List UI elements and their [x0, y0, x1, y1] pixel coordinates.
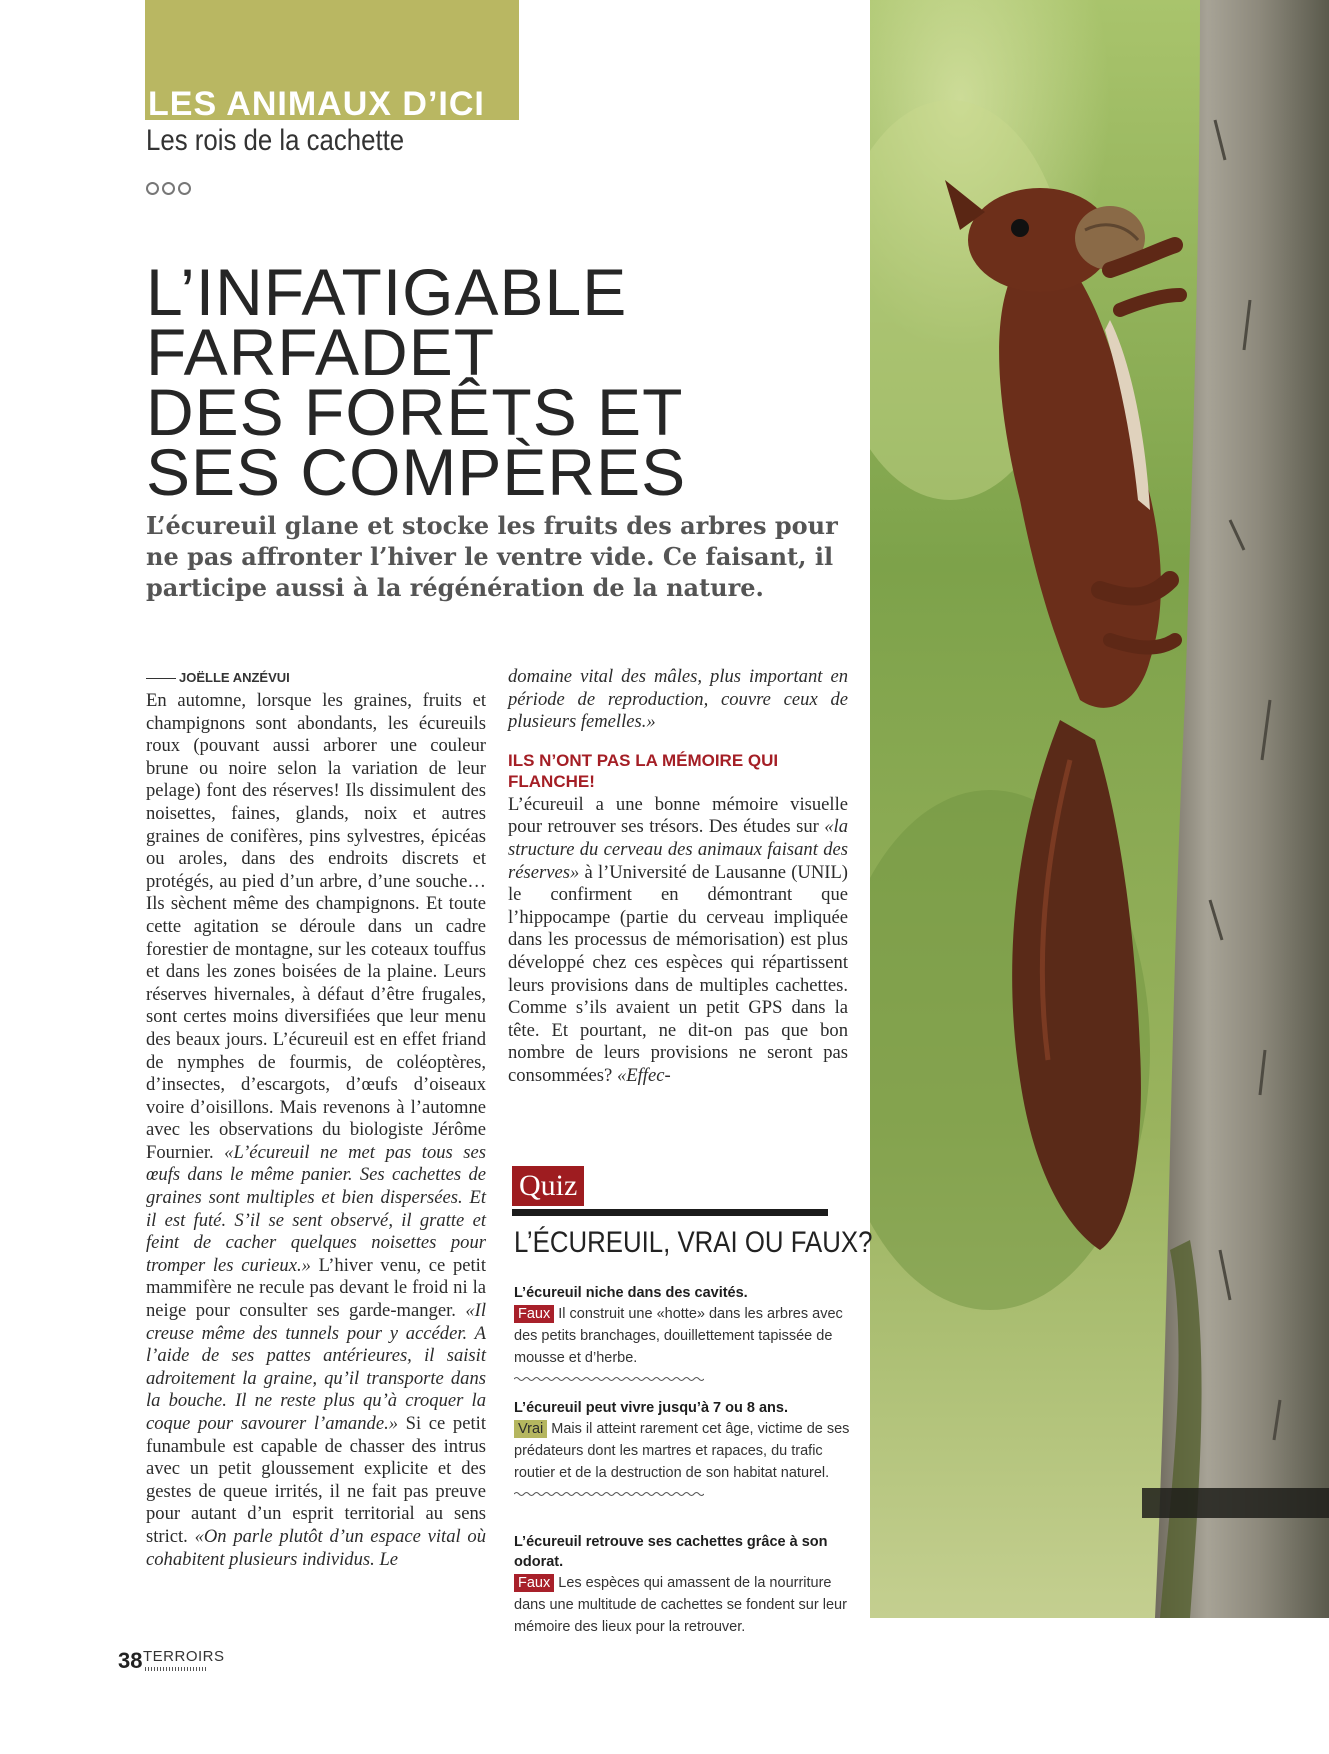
quiz-question: L’écureuil niche dans des cavités. — [514, 1285, 748, 1301]
headline-line: FARFADET — [146, 315, 496, 389]
headline-line: L’INFATIGABLE — [146, 255, 628, 329]
quiz-item — [514, 1398, 864, 1502]
quote: «L’écureuil ne met pas tous ses œufs dans le même panier. Ses cachettes de graines sont multiples et bien dispersées. Et il est futé. S’il se sent observé, il gratte et feint de cacher quelques noisettes pour tromper les curieux.» — [146, 1141, 487, 1276]
body-text: Si ce petit funambule est capable de chasser des intrus avec un petit gloussement explicite et des gestes de queue irrités, il ne fait pas preuve pour autant d’un esprit territorial au sens strict. — [146, 1413, 486, 1547]
body-text: à l’Université de Lausanne (UNIL) le confirment en démontrant que l’hippocampe (partie du cerveau impliquée dans les processus de mémorisation) est plus développé chez ces espèces qui répartissent leurs provisions dans de multiples cachettes. Comme s’ils avaient un petit GPS dans la tête. Et pourtant, ne dit-on pas que bon nombre de leurs provisions ne seront pas consommées? — [508, 861, 848, 1086]
quiz-question: L’écureuil peut vivre jusqu’à 7 ou 8 ans. — [514, 1400, 788, 1416]
quiz-title: L’ÉCUREUIL, VRAI OU FAUX? — [514, 1226, 873, 1259]
ornament-dots-icon — [146, 182, 191, 195]
section-subkicker: Les rois de la cachette — [146, 124, 405, 157]
magazine-name: TERROIRS — [143, 1648, 225, 1665]
headline-line: DES FORÊTS ET — [146, 375, 684, 449]
body-text: L’hiver venu, ce petit mammifère ne recule pas devant le froid ni la neige pour consulter ses garde-manger. — [146, 1254, 486, 1322]
headline-line: SES COMPÈRES — [146, 435, 687, 509]
wavy-divider-icon — [514, 1491, 704, 1497]
body-text: L’écureuil a une bonne mémoire visuelle pour retrouver ses trésors. Des études sur — [508, 793, 848, 838]
article-column-1 — [146, 690, 486, 1571]
quiz-item — [514, 1283, 864, 1387]
verdict-badge: Faux — [514, 1574, 554, 1592]
article-subhead: ILS N’ONT PAS LA MÉMOIRE QUI FLANCHE! — [508, 750, 779, 791]
article-column-2 — [508, 666, 848, 1088]
author-name: JOËLLE ANZÉVUI — [179, 670, 290, 685]
quote: «Effec- — [616, 1064, 671, 1086]
quiz-answer: Il construit une «hotte» dans les arbres avec des petits branchages, douillettement tapissée de mousse et d’herbe. — [514, 1306, 843, 1366]
quiz-tag: Quiz — [512, 1166, 584, 1206]
quote: «On parle plutôt d’un espace vital où cohabitent plusieurs individus. Le — [146, 1525, 486, 1570]
footer-rule — [145, 1667, 207, 1671]
quote: domaine vital des mâles, plus important en période de reproduction, couvre ceux de plusieurs femelles.» — [508, 666, 848, 733]
standfirst: L’écureuil glane et stocke les fruits des arbres pour ne pas affronter l’hiver le ventre vide. Ce faisant, il participe aussi à la régénération de la nature. — [146, 511, 838, 602]
wavy-divider-icon — [514, 1376, 704, 1382]
quiz-answer: Mais il atteint rarement cet âge, victime de ses prédateurs dont les martres et rapaces, du trafic routier et de la destruction de son habitat naturel. — [514, 1421, 850, 1481]
squirrel-photo — [870, 0, 1329, 1618]
body-text: En automne, lorsque les graines, fruits et champignons sont abondants, les écureuils roux (pouvant aussi arborer une couleur brune ou noire selon la variation de leur pelage) font des réserves! Ils dissimulent des noisettes, faines, glands, noix et autres graines de conifères, pins sylvestres, épicéas ou aroles, dans des endroits discrets et protégés, au pied d’un arbre, d’une souche… Ils sèchent même des champignons. Et toute cette agitation se déroule dans un cadre forestier de montagne, sur les coteaux touffus et dans les zones boisées de la plaine. Leurs réserves hivernales, à défaut d’être frugales, sont certes moins diversifiées que leur menu des beaux jours. L’écureuil est en effet friand de nymphes de fourmis, de coléoptères, d’insectes, d’escargots, d’œufs d’oiseaux voire d’oisillons. Mais revenons à l’automne avec les observations du biologiste Jérôme Fournier. — [146, 690, 486, 1163]
page-number: 38 — [118, 1648, 143, 1673]
quiz-question: L’écureuil retrouve ses cachettes grâce à son odorat. — [514, 1534, 828, 1570]
byline — [146, 670, 290, 685]
quiz-answer: Les espèces qui amassent de la nourriture dans une multitude de cachettes se fondent sur leur mémoire des lieux pour la retrouver. — [514, 1575, 847, 1635]
verdict-badge: Vrai — [514, 1420, 547, 1438]
section-kicker: LES ANIMAUX D’ICI — [148, 85, 485, 123]
quiz-item — [514, 1532, 864, 1638]
quiz-divider — [512, 1209, 828, 1216]
quote: «la structure du cerveau des animaux faisant des réserves» — [508, 816, 848, 883]
article-headline — [146, 255, 846, 509]
verdict-badge: Faux — [514, 1305, 554, 1323]
quote: «Il creuse même des tunnels pour y accéder. A l’aide de ses pattes antérieures, il saisit adroitement la graine, qu’il transporte dans la bouche. Il ne reste plus qu’à croquer la coque pour savourer l’amande.» — [146, 1300, 486, 1434]
